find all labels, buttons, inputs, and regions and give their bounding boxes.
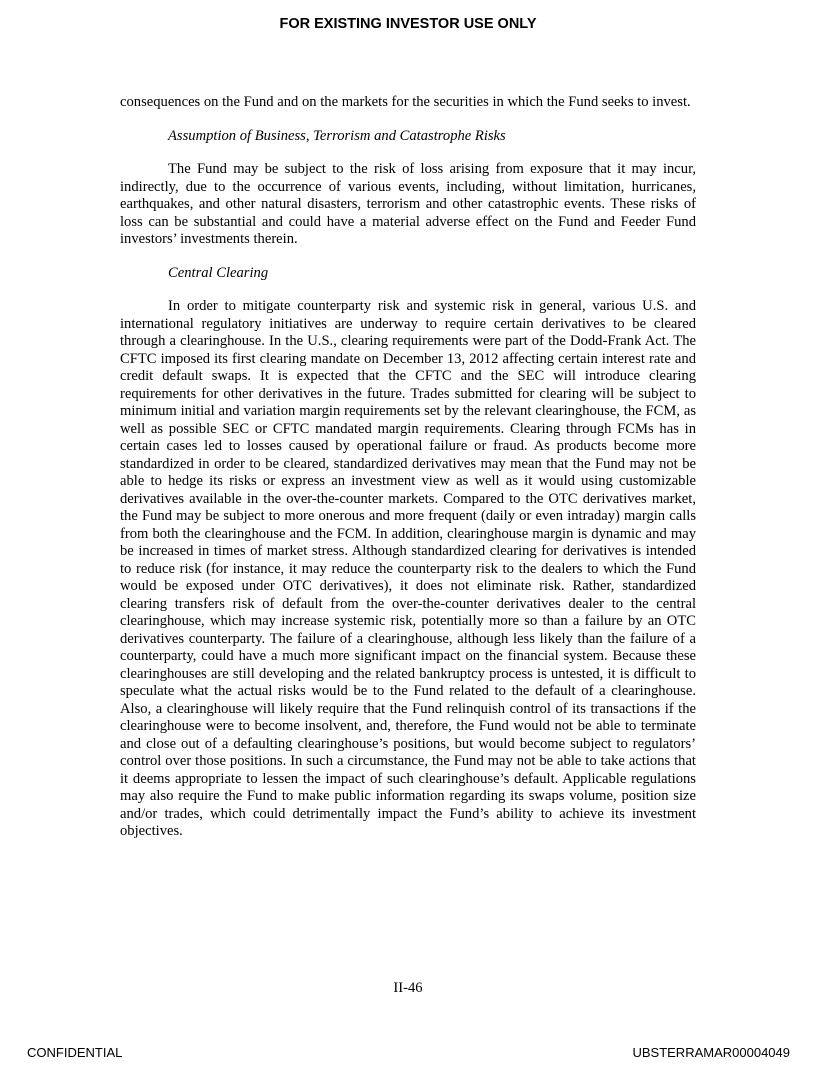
document-body [120,94,696,841]
footer-bates-number: UBSTERRAMAR00004049 [632,1045,790,1060]
page-number: II-46 [393,980,423,996]
footer-confidential-label: CONFIDENTIAL [27,1045,123,1060]
section-paragraph-central-clearing: In order to mitigate counterparty risk and systemic risk in general, various U.S. and international regulatory initiatives are underway to require certain derivatives to be cleared through a clearinghouse. In the U.S., clearing requirements were part of the Dodd-Frank Act. The CFTC imposed its first clearing mandate on December 13, 2012 affecting certain interest rate and credit default swaps. It is expected that the CFTC and the SEC will introduce clearing requirements for other derivatives in the future. Trades submitted for clearing will be subject to minimum initial and variation margin requirements set by the relevant clearinghouse, the FCM, as well as possible SEC or CFTC mandated margin requirements. Clearing through FCMs has in certain cases led to losses caused by operational failure or fraud. As products become more standardized in order to be cleared, standardized derivatives may mean that the Fund may not be able to hedge its risks or express an investment view as well as it would using customizable derivatives available in the over-the-counter markets. Compared to the OTC derivatives market, the Fund may be subject to more onerous and more frequent (daily or even intraday) margin calls from both the clearinghouse and the FCM. In addition, clearinghouse margin is dynamic and may be increased in times of market stress. Although standardized clearing for derivatives is intended to reduce risk (for instance, it may reduce the counterparty risk to the dealers to which the Fund would be exposed under OTC derivatives), it does not eliminate risk. Rather, standardized clearing transfers risk of default from the over-the-counter derivatives dealer to the central clearinghouse, which may increase systemic risk, potentially more so than a failure by an OTC derivatives counterparty. The failure of a clearinghouse, although less likely than the failure of a counterparty, could have a much more significant impact on the financial system. Because these clearinghouses are still developing and the related bankruptcy process is untested, it is difficult to speculate what the actual risks would be to the Fund related to the default of a clearinghouse. Also, a clearinghouse will likely require that the Fund relinquish control of its transactions if the clearinghouse were to become insolvent, and, therefore, the Fund would not be able to terminate and close out of a defaulting clearinghouse’s positions, but would become subject to regulators’ control over those positions. In such a circumstance, the Fund may not be able to take actions that it deems appropriate to lessen the impact of such clearinghouse’s default. Applicable regulations may also require the Fund to make public information regarding its swaps volume, position size and/or trades, which could detrimentally impact the Fund’s ability to achieve its investment objectives. [120,298,696,839]
confidentiality-banner: FOR EXISTING INVESTOR USE ONLY [279,16,537,32]
continuation-paragraph: consequences on the Fund and on the markets for the securities in which the Fund seeks to invest. [120,94,691,110]
section-heading-catastrophe-risks: Assumption of Business, Terrorism and Catastrophe Risks [168,127,506,144]
section-heading-central-clearing: Central Clearing [168,264,269,281]
section-paragraph-catastrophe-risks: The Fund may be subject to the risk of loss arising from exposure that it may incur, indirectly, due to the occurrence of various events, including, without limitation, hurricanes, earthquakes, and other natural disasters, terrorism and other catastrophic events. These risks of loss can be substantial and could have a material adverse effect on the Fund and Feeder Fund investors’ investments therein. [120,161,696,247]
